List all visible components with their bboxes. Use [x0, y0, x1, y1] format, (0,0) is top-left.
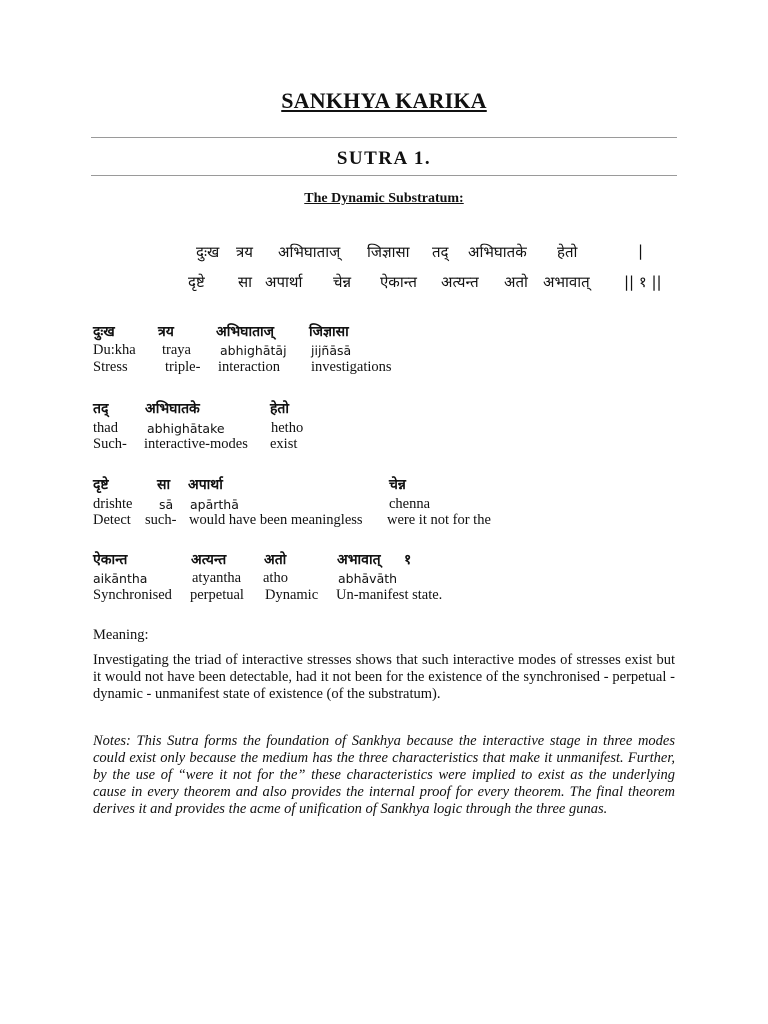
devanagari-word: त्रय [158, 324, 174, 340]
transliteration: drishte [93, 496, 133, 512]
verse-word: अत्यन्त [441, 273, 479, 291]
transliteration: thad [93, 420, 118, 436]
transliteration: chenna [389, 496, 431, 512]
top-divider [91, 137, 677, 138]
english-meaning: were it not for the [387, 512, 491, 528]
english-meaning: Stress [93, 359, 128, 375]
transliteration: traya [162, 342, 191, 358]
devanagari-word: हेतो [270, 401, 290, 417]
english-meaning: would have been meaningless [189, 512, 363, 528]
devanagari-word: चेन्न [389, 477, 406, 493]
devanagari-word: दृष्टे [93, 477, 109, 493]
english-meaning: perpetual [190, 587, 244, 603]
transliteration: sā [159, 497, 174, 512]
verse-word: त्रय [236, 243, 253, 261]
english-meaning: Un-manifest state. [336, 587, 443, 603]
english-meaning: Synchronised [93, 587, 172, 603]
devanagari-word: अपार्था [188, 477, 223, 493]
english-meaning: such- [145, 512, 177, 528]
devanagari-word: अभिघाताज् [216, 324, 275, 340]
devanagari-word: दुःख [93, 324, 115, 340]
bottom-divider [91, 175, 677, 176]
english-meaning: Such- [93, 436, 127, 452]
transliteration: abhighātāj [220, 343, 287, 358]
verse-word: चेन्न [333, 273, 352, 291]
sutra-heading: SUTRA 1. [336, 148, 432, 169]
meaning-paragraph: Investigating the triad of interactive stresses shows that such interactive modes of stresses exist but it would not have been detectable, had it not been for the existence of the synchronised - perpetual - dynamic - unmanifest state of existence (of the substratum). [93, 652, 675, 702]
verse-word: दृष्टे [188, 273, 205, 291]
transliteration: jijñāsā [311, 343, 352, 358]
page-title: SANKHYA KARIKA [281, 88, 487, 113]
verse-word: अभावात् [543, 273, 590, 291]
devanagari-word: अभिघातके [145, 401, 200, 417]
english-meaning: exist [270, 436, 298, 452]
verse-word: अतो [504, 273, 528, 291]
transliteration: aikāntha [93, 571, 148, 586]
verse-danda: | [638, 242, 644, 260]
section-subtitle: The Dynamic Substratum: [304, 191, 464, 206]
english-meaning: interaction [218, 359, 281, 375]
verse-word: अभिघातके [468, 243, 527, 261]
english-meaning: triple- [165, 359, 201, 375]
transliteration: hetho [271, 420, 304, 436]
verse-word: दुःख [196, 243, 220, 261]
english-meaning: interactive-modes [144, 436, 248, 452]
devanagari-word: अतो [264, 552, 287, 568]
verse-word: हेतो [557, 243, 578, 261]
notes-paragraph: Notes: This Sutra forms the foundation of Sankhya because the interactive stage in three modes could exist only because the medium has the three characteristics that make it unmanifest. Further, by the use of “were it not for the” these characteristics were implied to exist as the underlying cause in every theorem and also provides the internal proof for every theorem. The final theorem derives it and provides the acme of unification of Sankhya logic through the three gunas. [93, 733, 675, 817]
transliteration: atyantha [192, 570, 242, 586]
devanagari-word: अभावात् [337, 552, 381, 568]
verse-word: अपार्था [265, 273, 303, 291]
devanagari-word: सा [157, 477, 171, 493]
transliteration: abhāvāth [338, 571, 398, 586]
verse-word: सा [238, 273, 253, 291]
devanagari-word: जिज्ञासा [309, 324, 349, 340]
verse-number: || १ || [624, 273, 662, 291]
devanagari-word: ऐकान्त [93, 552, 128, 568]
transliteration: atho [263, 570, 288, 586]
verse-word: तद् [432, 243, 449, 261]
devanagari-numeral: १ [404, 552, 412, 568]
verse-word: जिज्ञासा [367, 243, 410, 261]
verse-word: अभिघाताज् [278, 243, 341, 261]
english-meaning: Dynamic [265, 587, 319, 603]
english-meaning: investigations [311, 359, 392, 375]
verse-word: ऐकान्त [380, 273, 417, 291]
devanagari-word: अत्यन्त [191, 552, 227, 568]
meaning-heading: Meaning: [93, 627, 149, 643]
transliteration: abhighātake [147, 421, 225, 436]
transliteration: Du:kha [93, 342, 136, 358]
transliteration: apārthā [190, 497, 239, 512]
devanagari-word: तद् [93, 401, 109, 417]
english-meaning: Detect [93, 512, 131, 528]
